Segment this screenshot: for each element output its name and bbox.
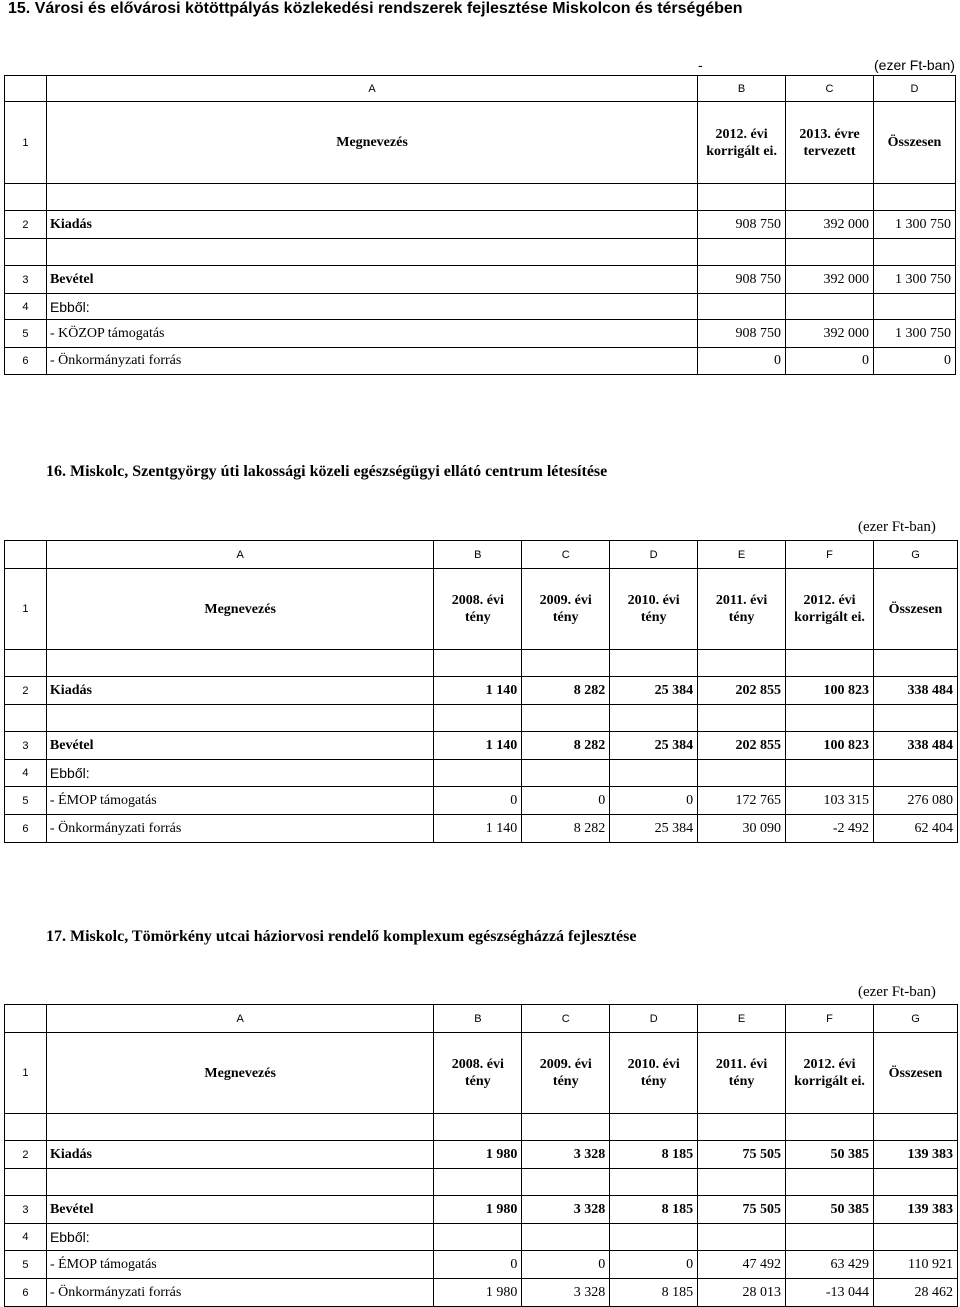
col-letter: C [522, 541, 610, 569]
section-17-title: 17. Miskolc, Tömörkény utcai háziorvosi rendelő komplexum egészségházzá fejlesztése [46, 928, 637, 945]
row-number: 3 [5, 732, 47, 760]
value-cell [786, 760, 874, 787]
section-15-title: 15. Városi és elővárosi kötöttpályás közlekedési rendszerek fejlesztése Miskolcon és térségében [8, 0, 743, 17]
col-letter: B [434, 1005, 522, 1033]
value-cell: 202 855 [698, 732, 786, 760]
col-letter: A [46, 541, 433, 569]
value-cell: 0 [698, 348, 786, 375]
col-header-line: 2012. évi [803, 1057, 856, 1072]
spacer-cell [698, 650, 786, 677]
value-cell: 139 383 [873, 1196, 957, 1224]
row-number: 2 [5, 1141, 47, 1169]
col-letter: F [786, 541, 874, 569]
spacer-cell [874, 239, 956, 266]
spacer-cell [786, 184, 874, 211]
row-label: Ebből: [46, 1224, 433, 1251]
unit-dash: - [698, 57, 703, 73]
value-cell [698, 294, 786, 320]
col-letter: G [873, 541, 957, 569]
spacer-cell [786, 1169, 874, 1196]
value-cell [434, 1224, 522, 1251]
col-letter: G [873, 1005, 957, 1033]
value-cell: 908 750 [698, 211, 786, 239]
spacer-cell [46, 650, 433, 677]
value-cell [434, 760, 522, 787]
value-cell [610, 760, 698, 787]
value-cell: 62 404 [873, 815, 957, 843]
value-cell: 8 282 [522, 815, 610, 843]
spacer-cell [5, 184, 47, 211]
col-letter: B [434, 541, 522, 569]
table-17 [4, 1004, 958, 1307]
value-cell: 1 300 750 [874, 266, 956, 294]
value-cell [873, 1224, 957, 1251]
spacer-cell [873, 1169, 957, 1196]
value-cell: 0 [434, 787, 522, 815]
value-cell: 1 980 [434, 1141, 522, 1169]
value-cell: 25 384 [610, 815, 698, 843]
table-row [5, 1224, 958, 1251]
col-letter: D [610, 1005, 698, 1033]
row-number: 1 [5, 1033, 47, 1114]
col-header-line: tervezett [803, 143, 856, 159]
row-number: 4 [5, 1224, 47, 1251]
value-cell: 103 315 [786, 787, 874, 815]
value-cell: -13 044 [786, 1279, 874, 1307]
value-cell: 110 921 [873, 1251, 957, 1279]
spacer-cell [698, 1169, 786, 1196]
col-header-line: tény [552, 610, 579, 625]
value-cell: 25 384 [610, 732, 698, 760]
col-header [610, 1033, 698, 1114]
value-cell: 8 282 [522, 677, 610, 705]
value-cell: 1 140 [434, 677, 522, 705]
col-header-line: 2011. évi [715, 1057, 768, 1072]
spacer-row [5, 239, 956, 266]
col-header-line: korrigált ei. [706, 143, 777, 159]
value-cell: 0 [786, 348, 874, 375]
value-cell: 75 505 [698, 1141, 786, 1169]
value-cell: 1 140 [434, 732, 522, 760]
col-header-name: Megnevezés [46, 1033, 433, 1114]
value-cell [522, 1224, 610, 1251]
value-cell: 3 328 [522, 1141, 610, 1169]
col-letter: C [786, 76, 874, 102]
spacer-cell [610, 1114, 698, 1141]
spacer-cell [610, 705, 698, 732]
col-header [434, 569, 522, 650]
col-header-line: 2008. évi [451, 593, 504, 608]
value-cell: 1 140 [434, 815, 522, 843]
value-cell: 392 000 [786, 320, 874, 348]
table-row [5, 1141, 958, 1169]
spacer-cell [873, 705, 957, 732]
table-15 [4, 75, 956, 375]
value-cell: 0 [610, 787, 698, 815]
table-row [5, 266, 956, 294]
letter-row [5, 76, 956, 102]
spacer-cell [786, 705, 874, 732]
col-header-line: 2009. évi [539, 1057, 592, 1072]
unit-label-15: (ezer Ft-ban) [874, 57, 955, 73]
value-cell: 25 384 [610, 677, 698, 705]
table-row [5, 320, 956, 348]
spacer-cell [46, 239, 697, 266]
value-cell: 28 462 [873, 1279, 957, 1307]
table-16 [4, 540, 958, 843]
spacer-cell [698, 184, 786, 211]
row-label: - Önkormányzati forrás [46, 815, 433, 843]
row-number: 6 [5, 815, 47, 843]
value-cell: 3 328 [522, 1279, 610, 1307]
row-number: 3 [5, 266, 47, 294]
spacer-cell [786, 1114, 874, 1141]
table-row [5, 1196, 958, 1224]
spacer-cell [46, 705, 433, 732]
col-header-line: korrigált ei. [794, 610, 865, 625]
row-label: - Önkormányzati forrás [46, 1279, 433, 1307]
col-header-line: tény [728, 1074, 755, 1089]
value-cell: 1 300 750 [874, 211, 956, 239]
row-label: Kiadás [46, 211, 697, 239]
row-label: Ebből: [46, 760, 433, 787]
spacer-cell [434, 650, 522, 677]
value-cell: 47 492 [698, 1251, 786, 1279]
col-header [786, 1033, 874, 1114]
spacer-cell [786, 239, 874, 266]
value-cell: 392 000 [786, 211, 874, 239]
table-row [5, 787, 958, 815]
value-cell: 8 185 [610, 1196, 698, 1224]
value-cell: 338 484 [873, 732, 957, 760]
value-cell: 338 484 [873, 677, 957, 705]
table-row [5, 211, 956, 239]
value-cell: 0 [522, 787, 610, 815]
table-row [5, 1279, 958, 1307]
value-cell: 139 383 [873, 1141, 957, 1169]
col-header-total: Összesen [873, 1033, 957, 1114]
col-letter: D [610, 541, 698, 569]
spacer-cell [5, 705, 47, 732]
value-cell: 1 980 [434, 1196, 522, 1224]
table-row [5, 732, 958, 760]
row-number: 1 [5, 102, 47, 184]
value-cell: 50 385 [786, 1141, 874, 1169]
value-cell: 8 185 [610, 1141, 698, 1169]
spacer-cell [5, 1169, 47, 1196]
row-number: 5 [5, 1251, 47, 1279]
value-cell: 28 013 [698, 1279, 786, 1307]
col-letter: E [698, 1005, 786, 1033]
spacer-row [5, 705, 958, 732]
row-number: 4 [5, 760, 47, 787]
row-label: Bevétel [46, 266, 697, 294]
col-header-name: Megnevezés [46, 569, 433, 650]
table-row [5, 294, 956, 320]
row-number: 5 [5, 320, 47, 348]
row-label: Bevétel [46, 1196, 433, 1224]
spacer-cell [46, 1114, 433, 1141]
col-header-line: 2012. évi [715, 126, 768, 142]
col-header-line: 2010. évi [627, 593, 680, 608]
row-label: Bevétel [46, 732, 433, 760]
value-cell [786, 294, 874, 320]
value-cell [698, 1224, 786, 1251]
col-header [522, 569, 610, 650]
value-cell [786, 1224, 874, 1251]
col-header [522, 1033, 610, 1114]
letter-row [5, 541, 958, 569]
value-cell: 3 328 [522, 1196, 610, 1224]
unit-label-17: (ezer Ft-ban) [858, 984, 936, 1000]
letter-row [5, 1005, 958, 1033]
header-row [5, 102, 956, 184]
col-letter: E [698, 541, 786, 569]
value-cell: 100 823 [786, 732, 874, 760]
row-label: Kiadás [46, 1141, 433, 1169]
value-cell: 1 980 [434, 1279, 522, 1307]
spacer-cell [873, 1114, 957, 1141]
spacer-cell [522, 705, 610, 732]
col-header-line: tény [464, 610, 491, 625]
col-letter: B [698, 76, 786, 102]
table-row [5, 1251, 958, 1279]
value-cell [698, 760, 786, 787]
value-cell: 0 [610, 1251, 698, 1279]
value-cell: 63 429 [786, 1251, 874, 1279]
value-cell: 30 090 [698, 815, 786, 843]
value-cell: 8 185 [610, 1279, 698, 1307]
value-cell: 908 750 [698, 320, 786, 348]
col-header [698, 569, 786, 650]
col-header-line: 2010. évi [627, 1057, 680, 1072]
value-cell [610, 1224, 698, 1251]
section-16-title: 16. Miskolc, Szentgyörgy úti lakossági közeli egészségügyi ellátó centrum létesítése [46, 463, 608, 480]
col-header-line: tény [552, 1074, 579, 1089]
col-header-line: korrigált ei. [794, 1074, 865, 1089]
row-number: 6 [5, 1279, 47, 1307]
spacer-cell [522, 1169, 610, 1196]
value-cell: 100 823 [786, 677, 874, 705]
header-row [5, 569, 958, 650]
col-header [434, 1033, 522, 1114]
header-row [5, 1033, 958, 1114]
spacer-cell [698, 705, 786, 732]
row-number: 2 [5, 677, 47, 705]
col-header-line: tény [640, 1074, 667, 1089]
letter-blank [5, 76, 47, 102]
col-header [698, 1033, 786, 1114]
spacer-cell [522, 1114, 610, 1141]
spacer-cell [874, 184, 956, 211]
col-header-line: 2013. évre [799, 126, 860, 142]
unit-label-16: (ezer Ft-ban) [858, 519, 936, 535]
col-header-name: Megnevezés [46, 102, 697, 184]
col-header [610, 569, 698, 650]
value-cell: 75 505 [698, 1196, 786, 1224]
row-number: 5 [5, 787, 47, 815]
col-header-line: 2008. évi [451, 1057, 504, 1072]
row-label: - KÖZOP támogatás [46, 320, 697, 348]
spacer-cell [786, 650, 874, 677]
value-cell: 276 080 [873, 787, 957, 815]
spacer-row [5, 1114, 958, 1141]
spacer-cell [610, 650, 698, 677]
row-label: - ÉMOP támogatás [46, 1251, 433, 1279]
row-number: 1 [5, 569, 47, 650]
value-cell: 172 765 [698, 787, 786, 815]
spacer-cell [434, 1169, 522, 1196]
col-header-line: 2009. évi [539, 593, 592, 608]
spacer-cell [434, 1114, 522, 1141]
value-cell: 0 [434, 1251, 522, 1279]
spacer-cell [46, 1169, 433, 1196]
letter-blank [5, 1005, 47, 1033]
letter-blank [5, 541, 47, 569]
col-letter: C [522, 1005, 610, 1033]
row-number: 3 [5, 1196, 47, 1224]
col-header-total: Összesen [874, 102, 956, 184]
spacer-cell [610, 1169, 698, 1196]
row-number: 2 [5, 211, 47, 239]
row-number: 6 [5, 348, 47, 375]
row-label: - ÉMOP támogatás [46, 787, 433, 815]
value-cell: 392 000 [786, 266, 874, 294]
value-cell: 50 385 [786, 1196, 874, 1224]
spacer-cell [434, 705, 522, 732]
spacer-row [5, 184, 956, 211]
value-cell [522, 760, 610, 787]
value-cell: -2 492 [786, 815, 874, 843]
table-row [5, 348, 956, 375]
value-cell [873, 760, 957, 787]
row-label: Ebből: [46, 294, 697, 320]
col-letter: A [46, 76, 697, 102]
value-cell: 0 [522, 1251, 610, 1279]
value-cell: 1 300 750 [874, 320, 956, 348]
col-header [698, 102, 786, 184]
col-header [786, 102, 874, 184]
col-letter: A [46, 1005, 433, 1033]
table-row [5, 760, 958, 787]
spacer-cell [46, 184, 697, 211]
value-cell: 8 282 [522, 732, 610, 760]
spacer-row [5, 1169, 958, 1196]
spacer-cell [873, 650, 957, 677]
spacer-cell [5, 1114, 47, 1141]
value-cell: 0 [874, 348, 956, 375]
table-row [5, 815, 958, 843]
col-header-line: tény [465, 1074, 491, 1089]
row-label: - Önkormányzati forrás [46, 348, 697, 375]
col-header-line: 2011. évi [715, 593, 768, 608]
col-header-line: tény [728, 610, 755, 625]
spacer-cell [5, 239, 47, 266]
value-cell [874, 294, 956, 320]
spacer-cell [5, 650, 47, 677]
row-number: 4 [5, 294, 47, 320]
spacer-cell [698, 1114, 786, 1141]
col-header-total: Összesen [873, 569, 957, 650]
value-cell: 908 750 [698, 266, 786, 294]
col-header-line: 2012. évi [803, 593, 856, 608]
col-letter: D [874, 76, 956, 102]
spacer-row [5, 650, 958, 677]
col-header-line: tény [640, 610, 667, 625]
col-letter: F [786, 1005, 874, 1033]
value-cell: 202 855 [698, 677, 786, 705]
row-label: Kiadás [46, 677, 433, 705]
col-header [786, 569, 874, 650]
spacer-cell [698, 239, 786, 266]
spacer-cell [522, 650, 610, 677]
table-row [5, 677, 958, 705]
